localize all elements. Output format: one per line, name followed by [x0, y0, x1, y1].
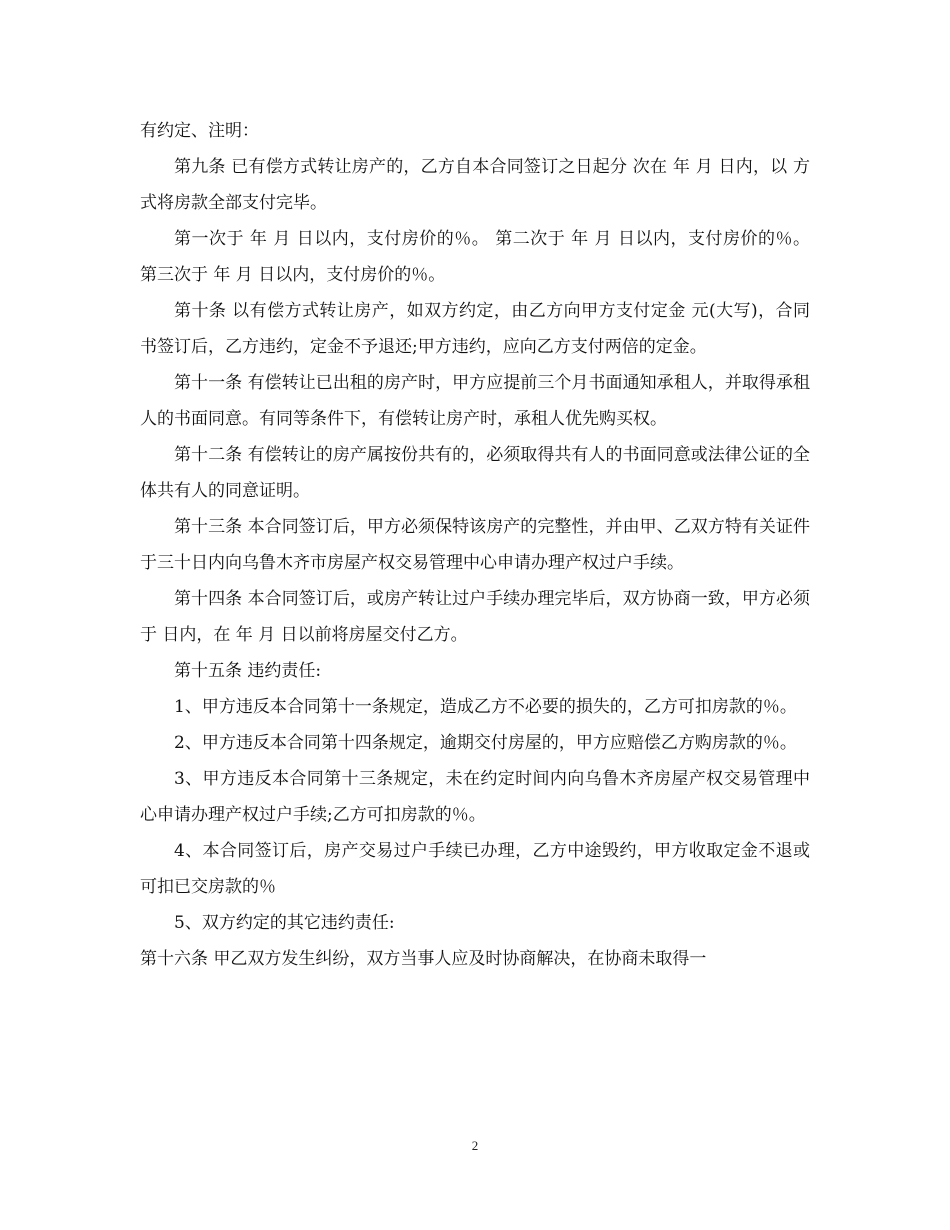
paragraph: 2、甲方违反本合同第十四条规定，逾期交付房屋的，甲方应赔偿乙方购房款的％。 [174, 733, 797, 753]
paragraph: 4、本合同签订后，房产交易过户手续已办理，乙方中途毁约，甲方收取定金不退或可扣已交房款的％ [140, 841, 810, 897]
paragraph: 5、双方约定的其它违约责任: [174, 913, 395, 933]
paragraph: 第十五条 违约责任: [174, 661, 322, 681]
paragraph: 第十三条 本合同签订后，甲方必须保特该房产的完整性，并由甲、乙双方特有关证件于三十日内向乌鲁木齐市房屋产权交易管理中心申请办理产权过户手续。 [140, 517, 810, 573]
document-body [140, 113, 810, 977]
paragraph: 第十四条 本合同签订后，或房产转让过户手续办理完毕后，双方协商一致，甲方必须于 日内，在 年 月 日以前将房屋交付乙方。 [140, 589, 810, 645]
paragraph: 第十六条 甲乙双方发生纠纷，双方当事人应及时协商解决，在协商未取得一 [140, 949, 707, 969]
paragraph: 1、甲方违反本合同第十一条规定，造成乙方不必要的损失的，乙方可扣房款的％。 [174, 697, 797, 717]
paragraph: 第一次于 年 月 日以内，支付房价的％。 第二次于 年 月 日以内，支付房价的％。 第三次于 年 月 日以内，支付房价的％。 [140, 229, 810, 285]
paragraph: 第十条 以有偿方式转让房产，如双方约定，由乙方向甲方支付定金 元(大写)，合同书签订后，乙方违约，定金不予退还;甲方违约，应向乙方支付两倍的定金。 [140, 301, 810, 357]
paragraph: 第十二条 有偿转让的房产属按份共有的，必须取得共有人的书面同意或法律公证的全体共有人的同意证明。 [140, 445, 810, 501]
paragraph: 3、甲方违反本合同第十三条规定，未在约定时间内向乌鲁木齐房屋产权交易管理中心申请办理产权过户手续;乙方可扣房款的％。 [140, 769, 810, 825]
paragraph: 有约定、注明： [140, 121, 259, 141]
paragraph: 第十一条 有偿转让已出租的房产时，甲方应提前三个月书面通知承租人，并取得承租人的书面同意。有同等条件下，有偿转让房产时，承租人优先购买权。 [140, 373, 810, 429]
page-number: 2 [471, 1138, 479, 1153]
paragraph: 第九条 已有偿方式转让房产的，乙方自本合同签订之日起分 次在 年 月 日内，以 方式将房款全部支付完毕。 [140, 157, 810, 213]
